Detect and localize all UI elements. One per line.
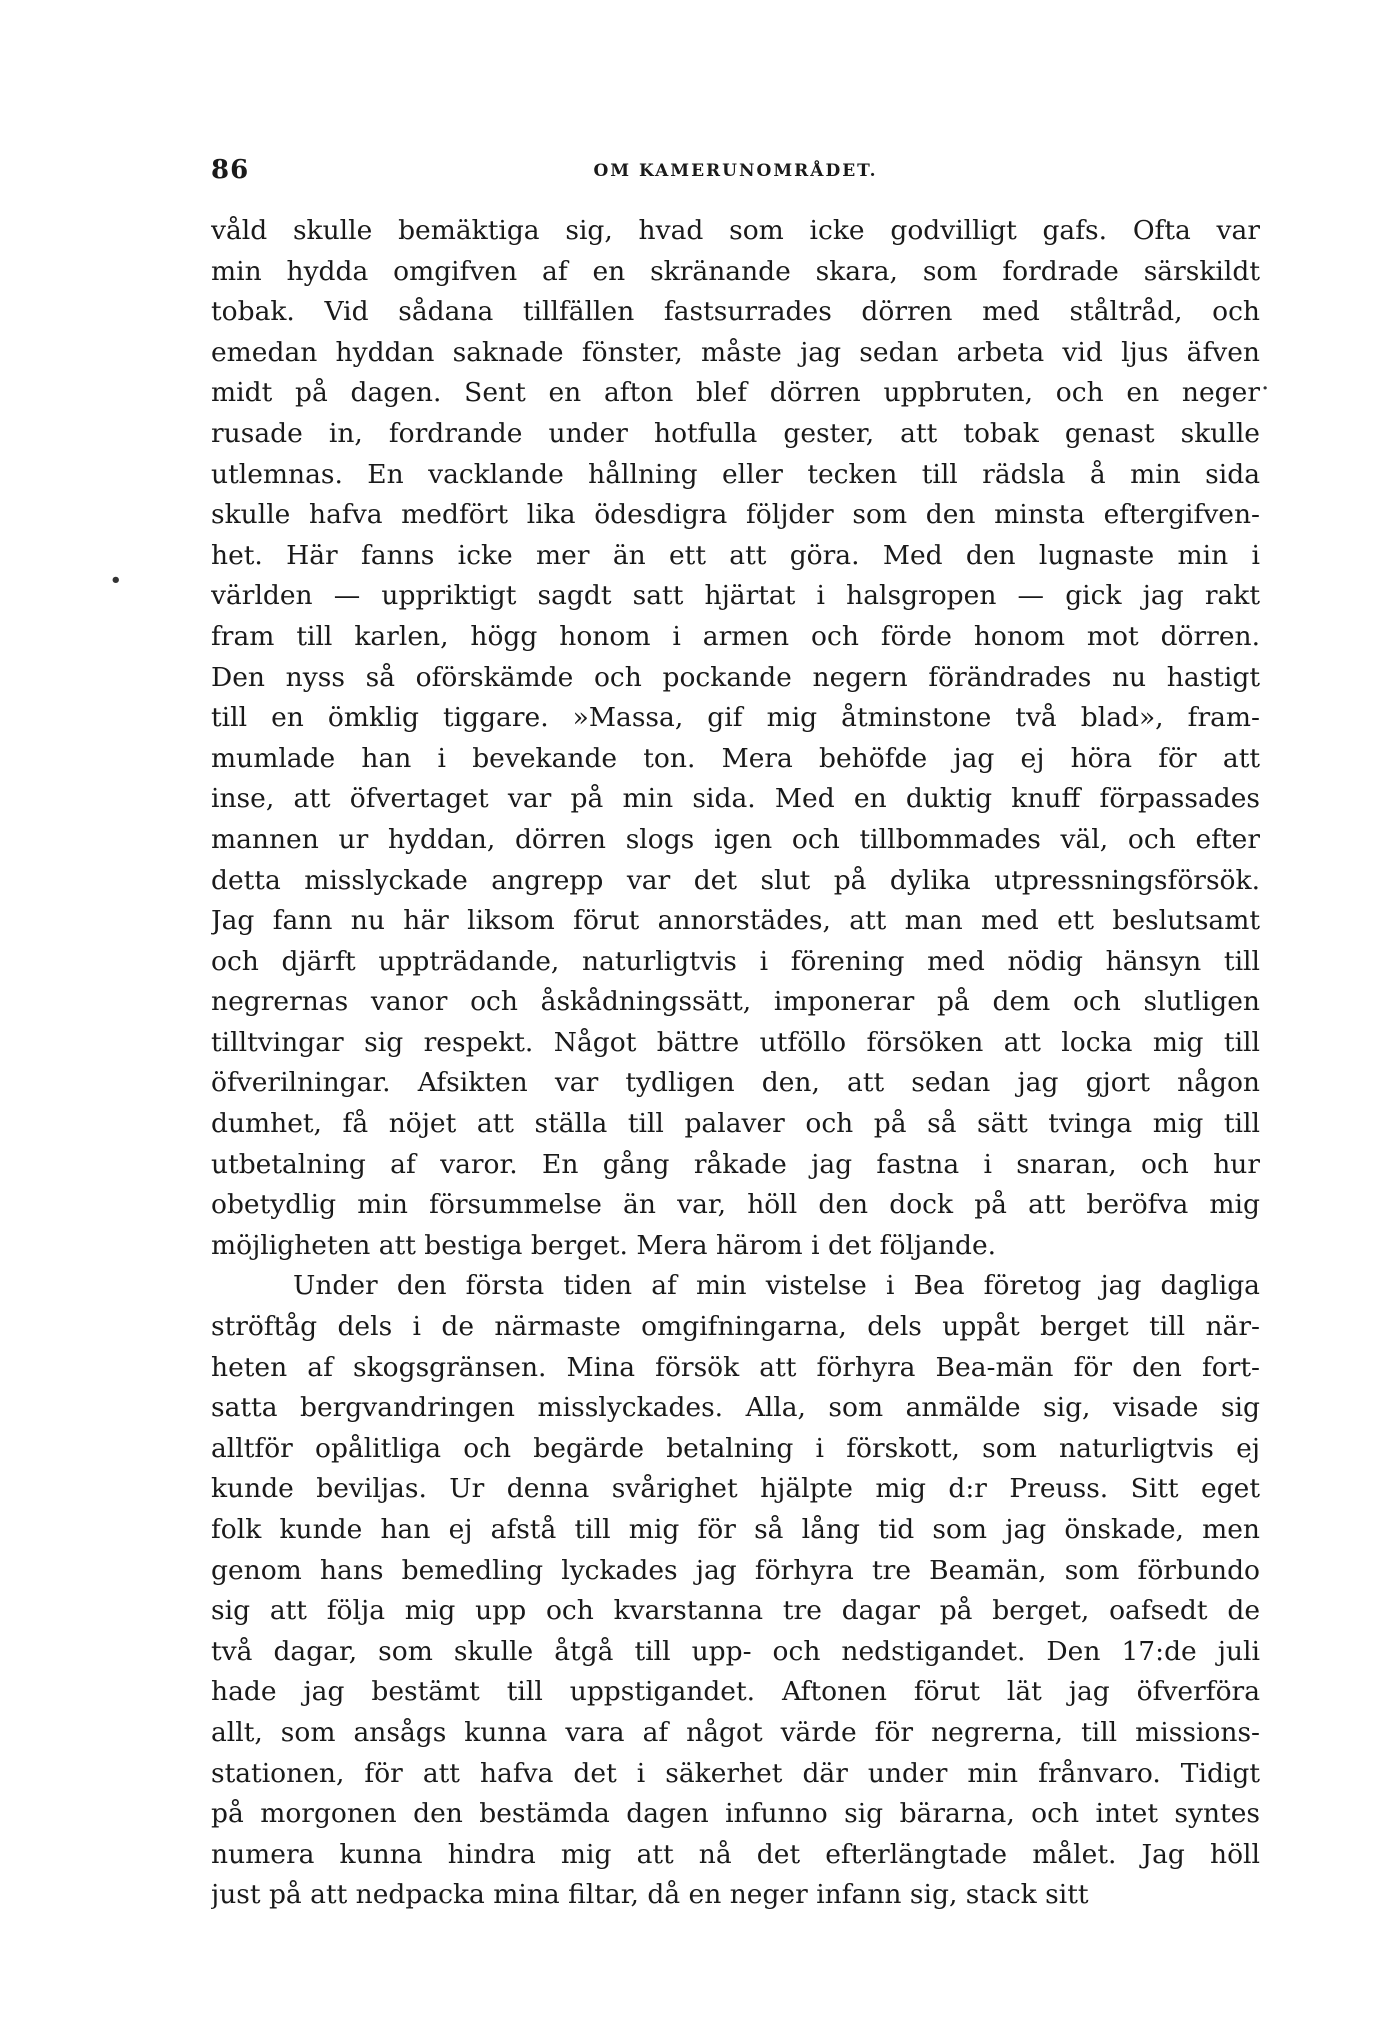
text-line: het. Här fanns icke mer än ett att göra. Med den lugnaste min i [211,539,1260,571]
text-line: stationen, för att hafva det i säkerhet där under min frånvaro. Tidigt [211,1757,1260,1789]
paragraph [211,211,1260,1266]
text-line: våld skulle bemäktiga sig, hvad som icke godvilligt gafs. Ofta var [211,215,1260,246]
margin-dot: · [1262,378,1269,399]
text-line: utlemnas. En vacklande hållning eller tecken till rädsla å min sida [211,458,1260,490]
text-line: kunde beviljas. Ur denna svårighet hjälpte mig d:r Preuss. Sitt eget [211,1473,1260,1505]
text-line: mannen ur hyddan, dörren slogs igen och tillbommades väl, och efter [211,823,1260,855]
text-line: just på att nedpacka mina filtar, då en neger infann sig, stack sitt [211,1879,1089,1911]
text-line: till en ömklig tiggare. »Massa, gif mig åtminstone två blad», fram- [211,702,1260,734]
text-line: mumlade han i bevekande ton. Mera behöfde jag ej höra för att [211,742,1260,774]
text-line: Den nyss så oförskämde och pockande negern förändrades nu hastigt [211,661,1260,693]
text-line: satta bergvandringen misslyckades. Alla, som anmälde sig, visade sig [211,1392,1260,1424]
paragraph [211,1266,1260,1916]
text-line: numera kunna hindra mig att nå det efterlängtade målet. Jag höll [211,1838,1260,1870]
text-line: möjligheten att bestiga berget. Mera härom i det följande. [211,1229,997,1261]
text-line: heten af skogsgränsen. Mina försök att förhyra Bea-män för den fort- [211,1351,1260,1383]
text-line: min hydda omgifven af en skränande skara, som fordrade särskildt [211,255,1260,287]
text-line: och djärft uppträdande, naturligtvis i förening med nödig hänsyn till [211,945,1260,977]
text-line: världen — uppriktigt sagdt satt hjärtat i halsgropen — gick jag rakt [211,580,1260,612]
text-line: tobak. Vid sådana tillfällen fastsurrades dörren med ståltråd, och [211,296,1260,328]
text-line: tilltvingar sig respekt. Något bättre utföllo försöken att locka mig till [211,1026,1260,1058]
running-title: OM KAMERUNOMRÅDET. [593,161,878,181]
text-line: genom hans bemedling lyckades jag förhyra tre Beamän, som förbundo [211,1554,1260,1586]
text-line: på morgonen den bestämda dagen infunno sig bärarna, och intet syntes [211,1798,1260,1830]
text-line: utbetalning af varor. En gång råkade jag fastna i snaran, och hur [211,1148,1260,1180]
text-line: Under den första tiden af min vistelse i Bea företog jag dagliga [293,1270,1260,1302]
text-line: ströftåg dels i de närmaste omgifningarna, dels uppåt berget till när- [211,1311,1260,1343]
text-line: fram till karlen, högg honom i armen och förde honom mot dörren. [211,620,1260,652]
text-line: folk kunde han ej afstå till mig för så lång tid som jag önskade, men [211,1514,1260,1545]
text-line: emedan hyddan saknade fönster, måste jag sedan arbeta vid ljus äfven [211,336,1260,368]
margin-bullet: • [110,570,122,591]
text-line: sig att följa mig upp och kvarstanna tre dagar på berget, oafsedt de [211,1595,1260,1627]
text-line: Jag fann nu här liksom förut annorstädes, att man med ett beslutsamt [211,905,1260,937]
text-line: negrernas vanor och åskådningssätt, imponerar på dem och slutligen [211,986,1260,1018]
text-line: obetydlig min försummelse än var, höll den dock på att beröfva mig [211,1189,1260,1221]
text-line: allt, som ansågs kunna vara af något värde för negrerna, till missions- [211,1716,1260,1748]
text-line: inse, att öfvertaget var på min sida. Med en duktig knuff förpassades [211,783,1260,815]
text-line: alltför opålitliga och begärde betalning i förskott, som naturligtvis ej [211,1432,1260,1464]
text-line: skulle hafva medfört lika ödesdigra följder som den minsta eftergifven- [211,499,1260,531]
page-header [211,155,1260,195]
page-number: 86 [211,155,250,185]
text-line: rusade in, fordrande under hotfulla gester, att tobak genast skulle [211,417,1260,449]
body-text [211,211,1260,1916]
text-line: två dagar, som skulle åtgå till upp- och nedstigandet. Den 17:de juli [211,1635,1260,1667]
text-line: detta misslyckade angrepp var det slut på dylika utpressningsförsök. [211,864,1260,896]
text-line: öfverilningar. Afsikten var tydligen den, att sedan jag gjort någon [211,1067,1260,1099]
text-line: dumhet, få nöjet att ställa till palaver och på så sätt tvinga mig till [211,1108,1260,1140]
text-line: hade jag bestämt till uppstigandet. Aftonen förut lät jag öfverföra [211,1676,1260,1708]
text-line: midt på dagen. Sent en afton blef dörren uppbruten, och en neger [211,377,1260,409]
